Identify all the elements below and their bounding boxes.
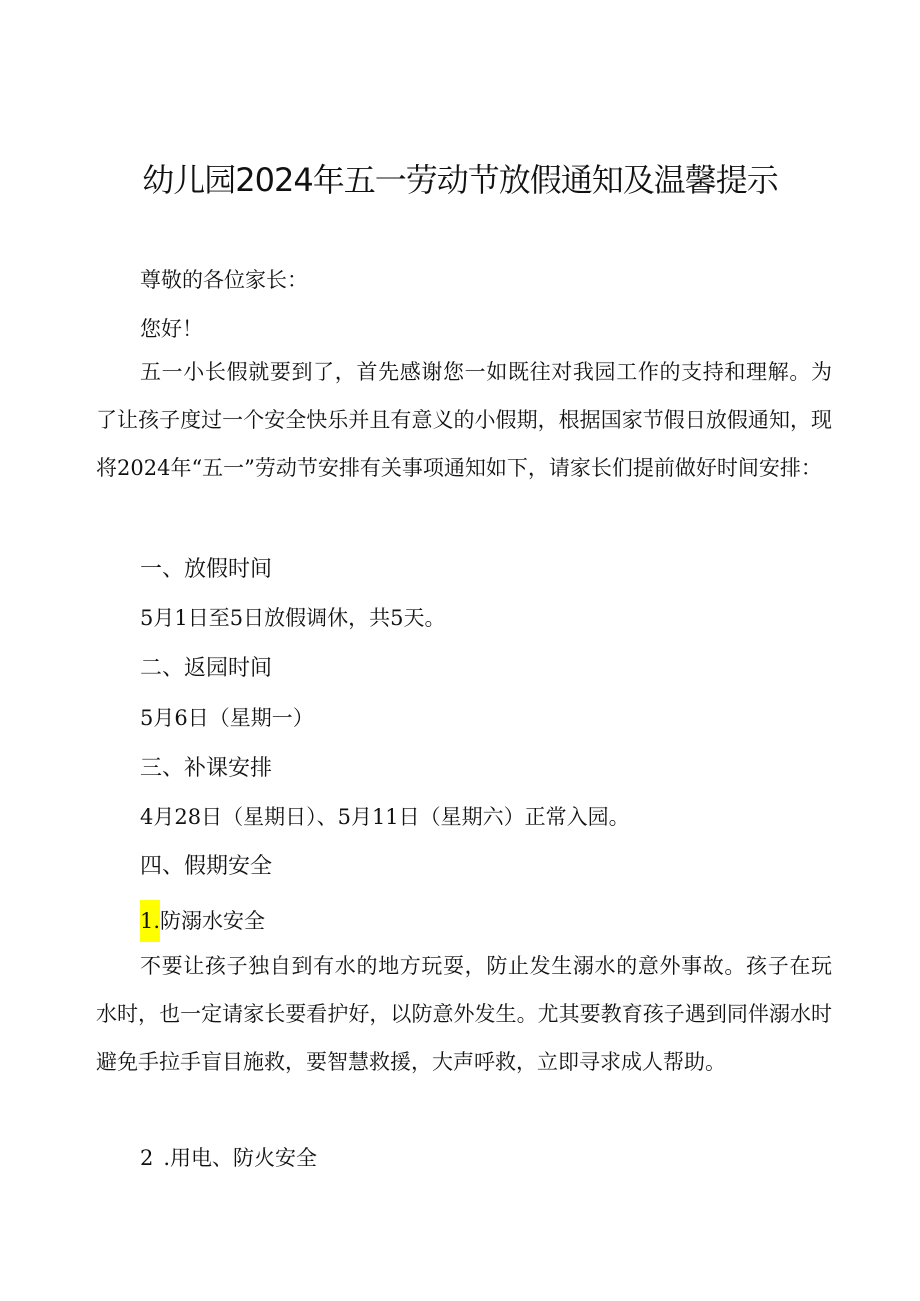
salutation: 尊敬的各位家长： — [140, 268, 308, 292]
safety-item-title: .用电、防火安全 — [163, 1146, 318, 1170]
section-heading-holiday-safety: 四、假期安全 — [140, 854, 273, 879]
safety-item-drowning-content: 不要让孩子独自到有水的地方玩耍，防止发生溺水的意外事故。孩子在玩水时，也一定请家长要看护好，以防意外发生。尤其要教育孩子遇到同伴溺水时避免手拉手盲目施救，要智慧救援，大声呼救，立即寻求成人帮助。 — [96, 954, 832, 1074]
section-content-holiday-time: 5月1日至5日放假调休，共5天。 — [140, 606, 446, 630]
section-content-makeup-classes: 4月28日（星期日）、5月11日（星期六）正常入园。 — [140, 805, 630, 829]
intro-paragraph: 五一小长假就要到了，首先感谢您一如既往对我园工作的支持和理解。为了让孩子度过一个安全快乐并且有意义的小假期，根据国家节假日放假通知，现将2024年“五一”劳动节安排有关事项通知如下，请家长们提前做好时间安排： — [96, 360, 832, 480]
section-heading-holiday-time: 一、放假时间 — [140, 557, 273, 582]
document-title: 幼儿园2024年五一劳动节放假通知及温馨提示 — [142, 161, 778, 199]
greeting: 您好！ — [140, 317, 203, 341]
safety-item-electricity-fire — [140, 1143, 317, 1173]
section-content-return-time: 5月6日（星期一） — [140, 706, 314, 730]
safety-item-drowning — [140, 900, 265, 942]
safety-item-number: 2 — [140, 1146, 154, 1170]
safety-item-title: 防溺水安全 — [160, 909, 266, 933]
section-heading-return-time: 二、返园时间 — [140, 656, 273, 681]
section-heading-makeup-classes: 三、补课安排 — [140, 756, 273, 781]
safety-item-number-highlight: 1. — [140, 900, 160, 942]
